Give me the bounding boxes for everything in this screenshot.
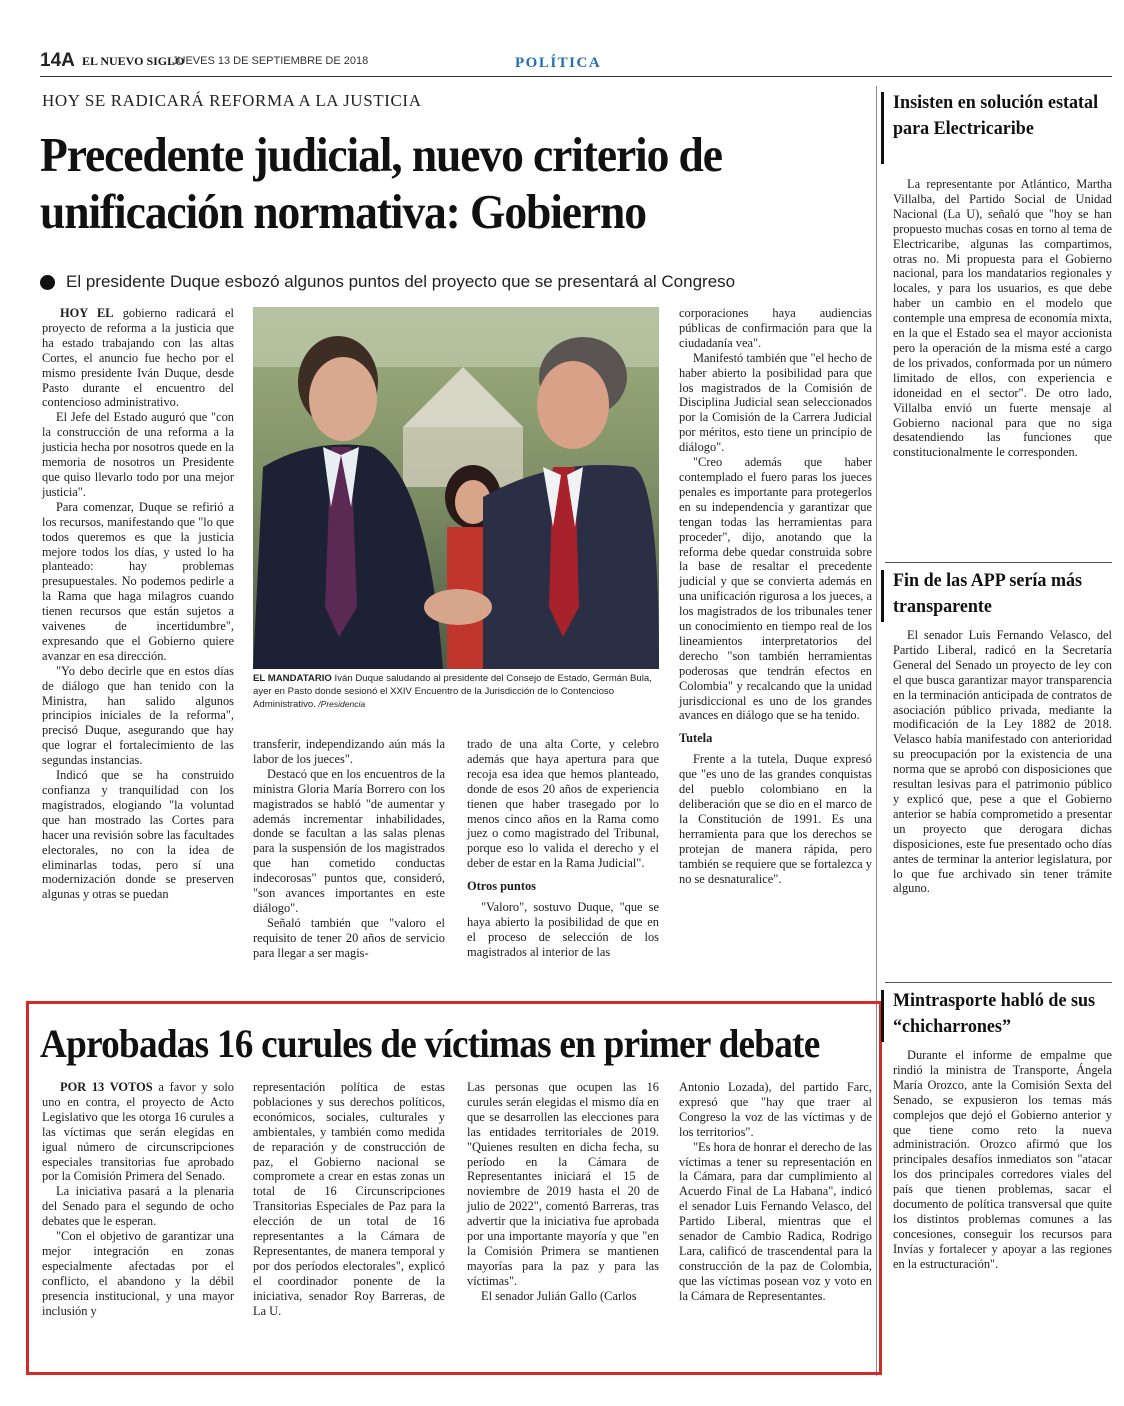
sidebar-title-electricaribe: Insisten en solución estatal para Electricaribe bbox=[893, 92, 1099, 139]
sidebar-rule bbox=[885, 562, 1112, 563]
paragraph: Las personas que ocupen las 16 curules serán elegidas el mismo día en que se desarrollen las elecciones para las entidades territoriales de 2019. "Quienes resulten en dicha fecha, su período en la Cámara de Representantes iniciará el 15 de noviembre de 2019 hasta el 20 de julio de 2022", comentó Barreras, tras advertir que la iniciativa fue aprobada por una importante mayoría y que "en la Comisión Primera se mantienen mayorías para la paz y para las víctimas". bbox=[467, 1080, 659, 1288]
photo-caption bbox=[253, 672, 659, 711]
paragraph: Para comenzar, Duque se refirió a los recursos, manifestando que "lo que todos queremos es que la justicia mejore todos los días, y usted lo ha planteado: hay problemas presupuestales. No podemos pedirle a la Rama que haga milagros cuando tienen recursos que están sujetos a vaivenes de incertidumbre", expresando que el Gobierno quiere avanzar en esa dirección. bbox=[42, 499, 234, 663]
sidebar-title-app: Fin de las APP sería más transparente bbox=[893, 570, 1083, 617]
main-column-3 bbox=[467, 737, 659, 960]
photo-credit: /Presidencia bbox=[315, 699, 366, 709]
paragraph: Frente a la tutela, Duque expresó que "es uno de las grandes conquistas del pueblo colombiano en la deliberación que se dio en el marco de la Constitución de 1991. Es una herramienta para que los derechos se protejan de manera rápida, pero también se requiere que se fortalezca y no se desnaturalice". bbox=[679, 752, 872, 886]
paragraph: "Con el objetivo de garantizar una mejor integración en zonas especialmente afectadas por el conflicto, el abandono y la débil presencia institucional, y una mayor inclusión y bbox=[42, 1229, 234, 1318]
paragraph: "Valoro", sostuvo Duque, "que se haya abierto la posibilidad de que en el proceso de selección de los magistrados al interior de las bbox=[467, 900, 659, 959]
caption-lead: EL MANDATARIO bbox=[253, 673, 332, 684]
paragraph: El senador Julián Gallo (Carlos bbox=[481, 1288, 637, 1303]
main-column-2 bbox=[253, 737, 445, 961]
paragraph: El Jefe del Estado auguró que "con la construcción de una reforma a la justicia hecha por nosotros quede en la memoria de nosotros un Presidente que quiso llevarlo todo por una mejor justicia". bbox=[42, 410, 234, 499]
sidebar-title-mintransporte: Mintrasporte habló de sus “chicharrones” bbox=[893, 990, 1096, 1037]
lead-paragraph: POR 13 VOTOS a favor y solo uno en contra, el proyecto de Acto Legislativo que les otorga 16 curules a las víctimas que serán elegidas en igual número de circunscripciones especiales transitorias fue aprobado por la Comisión Primera del Senado. bbox=[42, 1080, 234, 1184]
news-photo bbox=[253, 307, 659, 669]
bottom-column-1 bbox=[42, 1080, 234, 1319]
paragraph: Antonio Lozada), del partido Farc, expresó que "hay que traer al Congreso la voz de las víctimas y de los territorios". bbox=[679, 1080, 872, 1139]
header-rule bbox=[40, 76, 1112, 77]
sidebar-accent-bar bbox=[881, 92, 884, 164]
sidebar-story-app bbox=[893, 628, 1112, 896]
kicker: HOY SE RADICARÁ REFORMA A LA JUSTICIA bbox=[42, 91, 422, 110]
paragraph: "Creo además que haber contemplado el fuero paras los jueces penales es importante para protegerlos en su independencia y garantizar que tengan todas las herramientas para proceder", dijo, anotando que la reforma debe quedar construida sobre la base de resaltar el precedente judicial y que se convierta además en una unificación rigurosa a los jueces, a los magistrados de los tribunales tener un conocimiento en tiempo real de los lineamientos interpretatorios del derecho "son también herramientas poderosas que tendrán efectos en Colombia" y recalcando que la unidad jurisdiccional es uno de los grandes avances en diálogo que se ha tenido. bbox=[679, 455, 872, 723]
paragraph: transferir, independizando aún más la labor de los jueces". bbox=[253, 737, 445, 766]
paragraph: Destacó que en los encuentros de la ministra Gloria María Borrero con los magistrados se habló "de aumentar y además incrementar inhabilidades, donde se facultan a las salas plenas para la suspensión de los magistrados que han cometido conductas indecorosas" puntos que, consideró, "son avances importantes en este diálogo". bbox=[253, 766, 445, 915]
main-subhead: El presidente Duque esbozó algunos puntos del proyecto que se presentará al Congreso bbox=[66, 272, 736, 291]
page-number: 14A bbox=[40, 50, 75, 71]
main-column-4 bbox=[679, 306, 872, 886]
bottom-headline: Aprobadas 16 curules de víctimas en primer debate bbox=[40, 1021, 820, 1066]
caption-text: Iván Duque saludando al presidente del Consejo de Estado, Germán Bula, ayer en Pasto donde sesionó el XXIV Encuentro de la Jurisdicción de lo Contencioso Administrativo. bbox=[253, 673, 652, 710]
bottom-column-2 bbox=[253, 1080, 445, 1319]
sidebar-rule bbox=[885, 982, 1112, 983]
lead-in: HOY EL bbox=[60, 306, 114, 320]
paragraph: Manifestó también que "el hecho de haber abierto la posibilidad para que los magistrados de la Comisión de Disciplina Judicial sean seleccionados por la Comisión de la Carrera Judicial por méritos, esto tiene un principio de diálogo". bbox=[679, 350, 872, 455]
paragraph: La representante por Atlántico, Martha Villalba, del Partido Social de Unidad Nacional (La U), señaló que "hoy se han propuesto muchas cosas en torno al tema de Electricaribe, algunas las compartimos, otras no. Mi propuesta para el Gobierno nacional, para los mandatarios regionales y locales, y para los usuarios, es que debe haber un cambio en el modelo que contemple una empresa de economía mixta, en la que el Estado sea el mayor accionista pero la operación de la misma esté a cargo de los privados, conformada por un número limitado de ellos, con experiencia e idoneidad en el sector". De otro lado, Villalba envió un fuerte mensaje al Gobierno nacional para que no siga desatendiendo las funciones que constitucionalmente le corresponden. bbox=[893, 177, 1112, 460]
paragraph: corporaciones haya audiencias públicas de confirmación para que la ciudadanía vea". bbox=[679, 306, 872, 350]
sidebar-story-mintransporte bbox=[893, 1048, 1112, 1272]
sidebar-story-electricaribe bbox=[893, 177, 1112, 460]
main-headline: Precedente judicial, nuevo criterio de unificación normativa: Gobierno bbox=[40, 127, 722, 239]
paragraph: Señaló también que "valoro el requisito de tener 20 años de servicio para llegar a ser magis- bbox=[253, 915, 445, 960]
sidebar-accent-bar bbox=[881, 570, 884, 622]
publication-date: JUEVES 13 DE SEPTIEMBRE DE 2018 bbox=[172, 55, 369, 67]
main-column-1 bbox=[42, 306, 234, 902]
paragraph: trado de una alta Corte, y celebro además que haya apertura para que recoja esa idea que hemos planteado, donde de esos 20 años de experiencia tienen que haber trasegado por lo menos cinco años en la Rama como juez o como magistrado del Tribunal, porque eso lo valida el derecho y el deber de estar en la Rama Judicial". bbox=[467, 737, 659, 871]
paragraph: "Yo debo decirle que en estos días de diálogo que han tenido con la Ministra, han salido algunos principios iniciales de la reforma", precisó Duque, asegurando que hay que lograr el fortalecimiento de las segundas instancias. bbox=[42, 663, 234, 768]
bottom-column-4 bbox=[679, 1080, 872, 1304]
paragraph: "Es hora de honrar el derecho de las víctimas a tener su representación en la Cámara, para dar cumplimiento al Acuerdo Final de La Habana", indicó el senador Luis Fernando Velasco, del Partido Liberal, mientras que el senador de Cambio Radica, Rodrigo Lara, calificó de trascendental para la construcción de la paz de Colombia, que las víctimas posean voz y voto en la Cámara de Representantes. bbox=[679, 1139, 872, 1303]
bottom-column-3 bbox=[467, 1080, 659, 1304]
publication-name: EL NUEVO SIGLO bbox=[82, 54, 185, 68]
sidebar-accent-bar bbox=[881, 990, 884, 1042]
subheading-tutela: Tutela bbox=[679, 731, 713, 746]
subheading-otros-puntos: Otros puntos bbox=[467, 879, 536, 894]
photo-illustration bbox=[253, 307, 659, 669]
paragraph: El senador Luis Fernando Velasco, del Partido Liberal, radicó en la Secretaría General del Senado un proyecto de ley con el que busca garantizar mayor transparencia en la terminación anticipada de contratos de asociación público privada, mediante la modificación de la Ley 1882 de 2018. Velasco había manifestado con anterioridad su preocupación por la existencia de una norma que se aprobó con disposiciones que resultan lesivas para el patrimonio público y explicó que, pese a que el Gobierno anterior se había comprometido a presentar un proyecto que derogara dichas disposiciones, este fue presentado ocho días antes de terminar la anterior legislatura, por lo que fue archivado sin tener trámite alguno. bbox=[893, 628, 1112, 896]
section-label: POLÍTICA bbox=[515, 55, 602, 71]
lead-paragraph: HOY EL gobierno radicará el proyecto de reforma a la justicia que ha estado trabajando con las altas Cortes, el anuncio fue hecho por el mismo presidente Iván Duque, desde Pasto durante el encuentro del contencioso administrativo. bbox=[42, 306, 234, 410]
paragraph: La iniciativa pasará a la plenaria del Senado para el segundo de ocho debates que le esperan. bbox=[42, 1184, 234, 1229]
paragraph: Indicó que se ha construido confianza y tranquilidad con los magistrados, elogiando "la voluntad que han mostrado las Cortes para hacer una revisión sobre las facultades electorales, no con la idea de eliminarlas todas, pero sí una modernización donde se preserven algunas y otras se puedan bbox=[42, 768, 234, 902]
paragraph: representación política de estas poblaciones y sus derechos políticos, económicos, sociales, culturales y ambientales, y también como medida de reparación y de construcción de paz, el Gobierno nacional se compromete a crear en estas zonas un total de 16 Circunscripciones Transitorias Especiales de Paz para la elección de un total de 16 representantes a la Cámara de Representantes, de manera temporal y por dos períodos electorales", explicó el coordinador ponente de la iniciativa, senador Roy Barreras, de La U. bbox=[253, 1080, 445, 1318]
paragraph: Durante el informe de empalme que rindió la ministra de Transporte, Ángela María Orozco, ante la Comisión Sexta del Senado, se expusieron los temas más complejos que dejó el Gobierno anterior y que tiene como reto la nueva administración. Orozco afirmó que los principales desafíos inmediatos son "atacar los dos principales corredores viales del país que tienen problemas, sacar el documento de política transversal que quite los distintos problemas comunes a las concesiones, conseguir los recursos para Invías y fortalecer y apoyar a las regiones en la estructuración". bbox=[893, 1048, 1112, 1271]
bullet-icon bbox=[40, 275, 55, 290]
lead-in: POR 13 VOTOS bbox=[60, 1080, 153, 1094]
